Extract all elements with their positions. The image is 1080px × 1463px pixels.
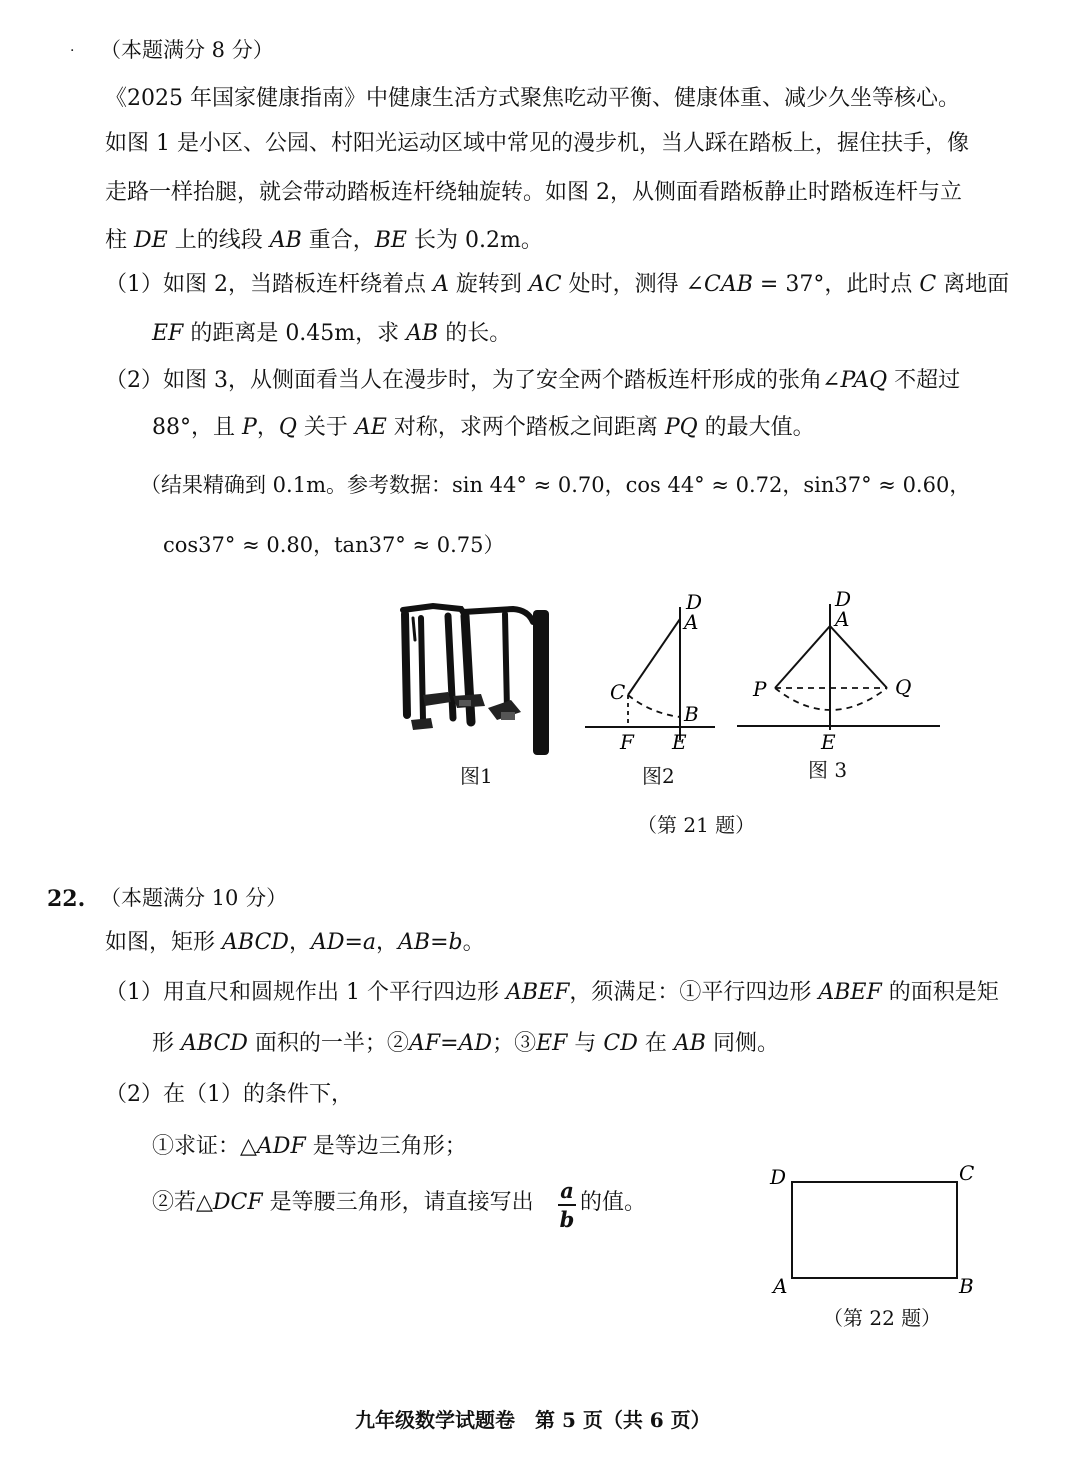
link-AQ [830,626,887,688]
q22-part2-item2: ②若△DCF 是等腰三角形，请直接写出 [152,1190,534,1215]
q21-intro-line: 《2025 年国家健康指南》中健康生活方式聚焦吃动平衡、健康体重、减少久坐等核心。 [105,86,960,111]
label-A: A [684,610,699,634]
label-B: B [684,702,699,726]
q22-part2-item2-end: 的值。 [580,1190,647,1215]
fraction-denominator: b [559,1207,575,1232]
q21-figure-caption: （第 21 题） [637,813,756,837]
label-B: B [959,1274,974,1298]
label-A: A [835,607,850,631]
q22-intro: 如图，矩形 ABCD，AD=a，AB=b。 [105,930,485,955]
q21-part1: （1）如图 2，当踏板连杆绕着点 A 旋转到 AC 处时，测得 ∠CAB = 37°，此时点 C 离地面 [105,272,1010,297]
q22-header: （本题满分 10 分） [100,886,288,910]
label-D: D [835,587,852,611]
label-P: P [753,677,767,701]
q21-reference-data: （结果精确到 0.1m。参考数据：sin 44° ≈ 0.70，cos 44° ≈ 0.72，sin37° ≈ 0.60， [140,473,971,497]
rectangle-ABCD [792,1182,957,1278]
label-C: C [959,1161,975,1185]
q22-part1: （1）用直尺和圆规作出 1 个平行四边形 ABEF，须满足：①平行四边形 ABEF 的面积是矩 [105,980,999,1005]
q22-part1-cont: 形 ABCD 面积的一半；②AF=AD；③EF 与 CD 在 AB 同侧。 [152,1031,779,1056]
fraction-a-over-b [558,1180,576,1230]
label-F: F [620,730,634,754]
label-Q: Q [895,675,912,699]
figure1-caption: 图1 [460,764,493,788]
fraction-bar [558,1204,576,1206]
label-C: C [610,680,626,704]
stray-dot: · [70,43,75,59]
q21-part1-cont: EF 的距离是 0.45m，求 AB 的长。 [152,321,512,346]
label-E: E [672,730,687,754]
q22-part2: （2）在（1）的条件下， [105,1082,353,1107]
rectangle-ABCD-diagram [765,1160,985,1300]
page-footer: 九年级数学试题卷 第 5 页（共 6 页） [355,1408,711,1432]
q21-intro-line: 柱 DE 上的线段 AB 重合，BE 长为 0.2m。 [105,228,543,253]
q22-number: 22. [47,886,86,912]
label-E: E [821,730,836,754]
figure3-caption: 图 3 [808,758,848,782]
arc-CB [628,695,680,717]
fraction-numerator: a [560,1178,574,1203]
q21-intro-line: 如图 1 是小区、公园、村阳光运动区域中常见的漫步机，当人踩在踏板上，握住扶手，像 [105,131,969,156]
label-D: D [770,1165,787,1189]
figure3-diagram [735,587,945,754]
q21-part2-cont: 88°，且 P，Q 关于 AE 对称，求两个踏板之间距离 PQ 的最大值。 [152,415,815,440]
q22-part2-item1: ①求证：△ADF 是等边三角形； [152,1134,467,1159]
q21-reference-data-cont: cos37° ≈ 0.80，tan37° ≈ 0.75） [163,533,505,557]
label-D: D [686,590,703,614]
figure2-diagram [580,590,720,755]
label-A: A [773,1274,788,1298]
q21-header: （本题满分 8 分） [100,38,274,62]
q21-part2: （2）如图 3，从侧面看当人在漫步时，为了安全两个踏板连杆形成的张角∠PAQ 不超过 [105,368,961,393]
figure2-caption: 图2 [642,764,675,788]
q21-intro-line: 走路一样抬腿，就会带动踏板连杆绕轴旋转。如图 2，从侧面看踏板静止时踏板连杆与立 [105,180,962,205]
link-AP [775,626,830,688]
walking-machine-image [393,600,563,760]
link-AC [628,619,680,695]
q22-figure-caption: （第 22 题） [823,1306,942,1330]
